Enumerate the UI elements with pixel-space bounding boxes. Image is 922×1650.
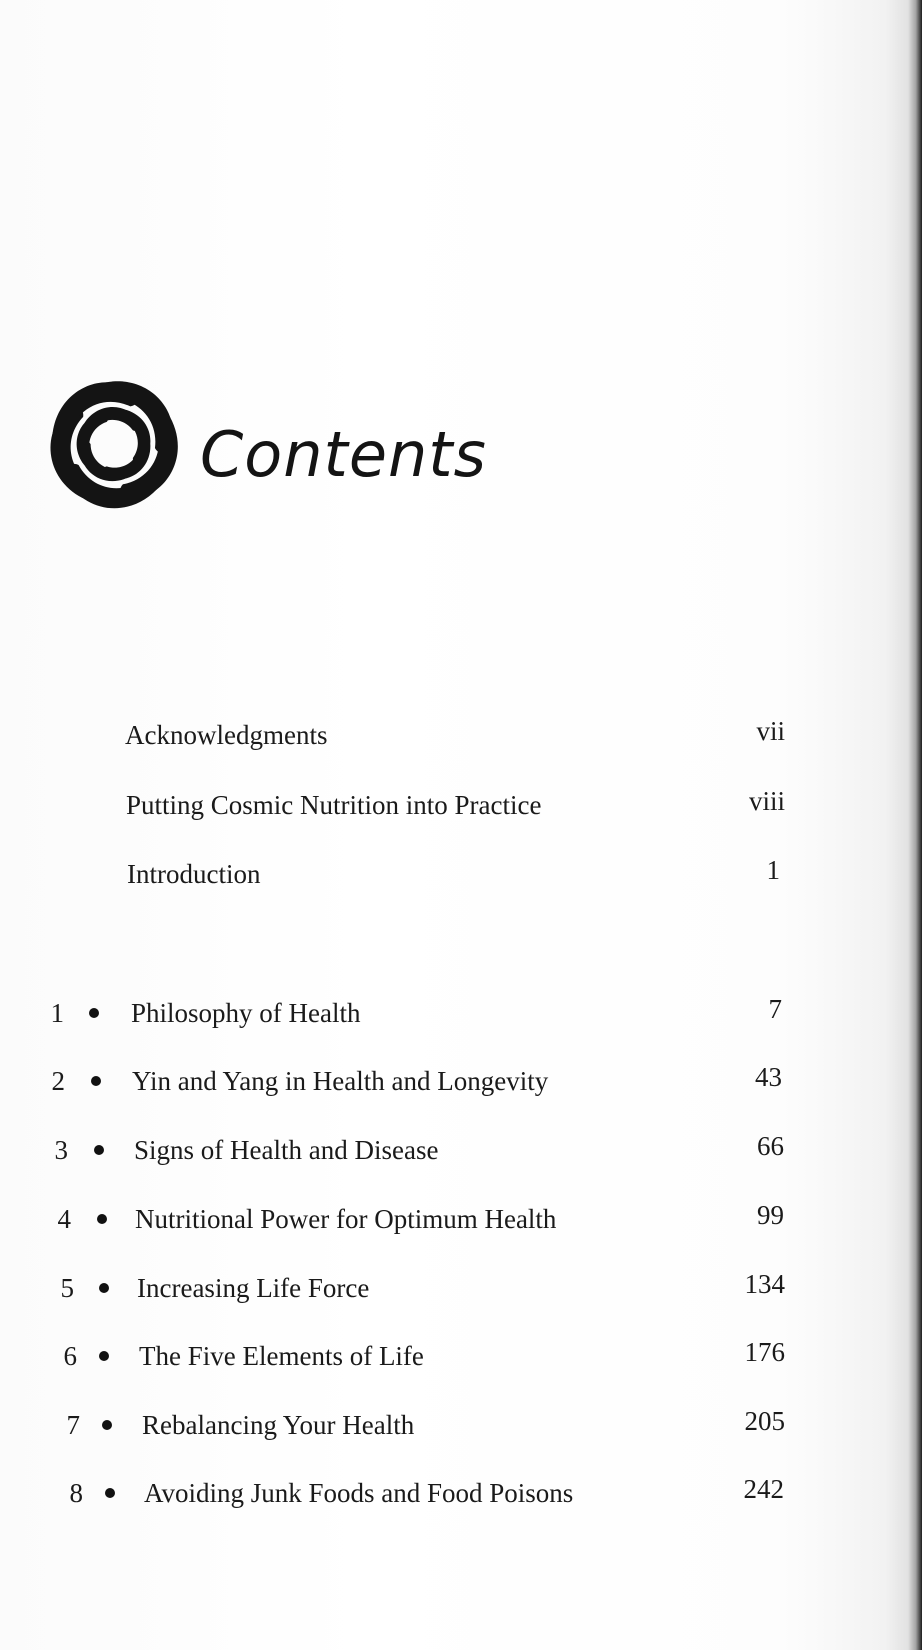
bullet-icon bbox=[99, 1351, 109, 1361]
toc-chapter-entry bbox=[44, 993, 782, 1033]
page-edge-shadow bbox=[908, 0, 922, 1650]
bullet-icon bbox=[91, 1076, 101, 1086]
chapter-title: The Five Elements of Life bbox=[139, 1341, 424, 1371]
chapter-page: 176 bbox=[744, 1337, 785, 1367]
toc-entry-title: Putting Cosmic Nutrition into Practice bbox=[126, 790, 542, 820]
toc-entry-title: Acknowledgments bbox=[125, 720, 328, 750]
toc-chapter-entry bbox=[45, 1061, 782, 1101]
chapter-number: 3 bbox=[54, 1135, 68, 1165]
chapter-number: 1 bbox=[50, 998, 64, 1028]
bullet-icon bbox=[105, 1488, 115, 1498]
toc-chapter-entry bbox=[48, 1130, 784, 1170]
bullet-icon bbox=[99, 1283, 109, 1293]
toc-entry-page: 1 bbox=[766, 855, 780, 885]
toc-chapter-entry bbox=[60, 1405, 785, 1445]
toc-entry-title: Introduction bbox=[127, 859, 261, 889]
page-title: Contents bbox=[200, 418, 487, 491]
toc-chapter-entry bbox=[57, 1336, 785, 1376]
chapter-number: 2 bbox=[51, 1066, 65, 1096]
chapter-title: Increasing Life Force bbox=[137, 1273, 370, 1303]
chapter-page: 134 bbox=[744, 1269, 785, 1299]
bullet-icon bbox=[94, 1145, 104, 1155]
chapter-number: 4 bbox=[57, 1204, 71, 1234]
chapter-page: 66 bbox=[757, 1131, 784, 1161]
chapter-page: 99 bbox=[757, 1200, 784, 1230]
toc-entry-page: viii bbox=[748, 786, 785, 816]
chapter-number: 7 bbox=[66, 1410, 80, 1440]
chapter-title: Rebalancing Your Health bbox=[142, 1410, 415, 1440]
chapter-title: Signs of Health and Disease bbox=[134, 1135, 439, 1165]
toc-entry bbox=[127, 854, 780, 894]
chapter-number: 8 bbox=[69, 1478, 83, 1508]
swirl-emblem-icon bbox=[36, 362, 192, 536]
toc-entry bbox=[125, 715, 785, 755]
chapter-page: 7 bbox=[768, 994, 782, 1024]
chapter-title: Yin and Yang in Health and Longevity bbox=[132, 1066, 549, 1096]
toc-entry-page: vii bbox=[756, 716, 785, 746]
toc-entry bbox=[126, 785, 785, 825]
chapter-title: Avoiding Junk Foods and Food Poisons bbox=[144, 1478, 574, 1508]
bullet-icon bbox=[89, 1008, 99, 1018]
chapter-title: Philosophy of Health bbox=[131, 998, 361, 1028]
chapter-number: 6 bbox=[63, 1341, 77, 1371]
chapter-page: 205 bbox=[744, 1406, 785, 1436]
toc-chapter-entry bbox=[54, 1268, 785, 1308]
toc-chapter-entry bbox=[63, 1473, 784, 1513]
bullet-icon bbox=[97, 1214, 107, 1224]
toc-chapter-entry bbox=[51, 1199, 784, 1239]
chapter-page: 242 bbox=[743, 1474, 784, 1504]
chapter-page: 43 bbox=[755, 1062, 782, 1092]
bullet-icon bbox=[102, 1420, 112, 1430]
chapter-title: Nutritional Power for Optimum Health bbox=[135, 1204, 557, 1234]
chapter-number: 5 bbox=[60, 1273, 74, 1303]
